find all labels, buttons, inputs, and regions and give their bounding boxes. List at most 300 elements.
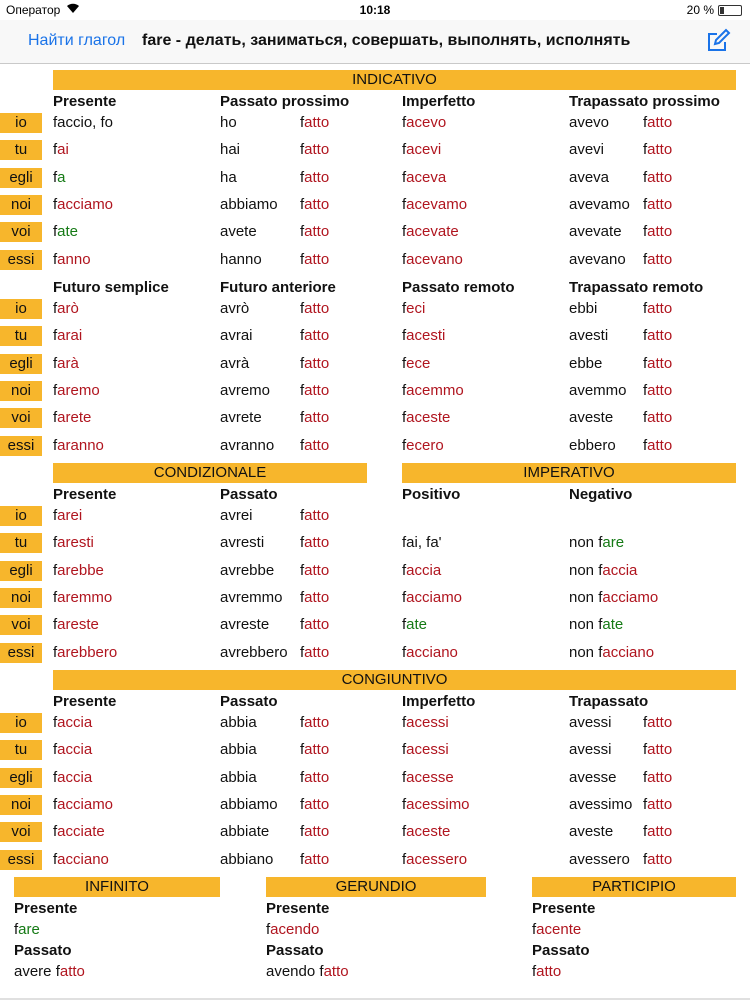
verb-form <box>402 196 467 213</box>
form-ending: atto <box>304 823 330 841</box>
form-stem: f <box>53 436 58 454</box>
form-stem: f <box>53 381 58 399</box>
aux-verb: avemmo <box>569 381 627 399</box>
verb-form <box>402 741 449 758</box>
verb-form <box>402 437 444 454</box>
aux-verb: avesse <box>569 768 617 786</box>
form-ending: atto <box>304 643 330 661</box>
form-ending: acciate <box>57 823 105 841</box>
tense-header: Presente <box>53 693 117 710</box>
past-participle <box>643 114 672 131</box>
pronoun-badge-essi: essi <box>0 436 42 456</box>
aux-verb: avevo <box>569 114 610 131</box>
past-participle <box>643 141 672 158</box>
aux-verb: avranno <box>220 436 275 454</box>
form-ending: atto <box>304 588 330 606</box>
imperative-negative-form <box>569 534 624 551</box>
form-ending: atto <box>304 114 330 131</box>
form-ending: acciamo <box>406 588 463 606</box>
form-stem: f <box>300 436 305 454</box>
verb-form <box>402 355 430 372</box>
form-stem: f <box>402 795 407 813</box>
pronoun-badge-essi: essi <box>0 643 42 663</box>
form-stem: f <box>300 741 305 759</box>
form-ending: ate <box>602 616 624 634</box>
past-participle <box>300 534 329 551</box>
form-ending: atto <box>304 168 330 186</box>
past-participle <box>643 223 672 240</box>
form-stem: f <box>53 643 58 661</box>
verb-form <box>53 196 113 213</box>
form-stem: f <box>300 250 305 268</box>
page-title: fare - делать, заниматься, совершать, выполнять, исполнять <box>142 32 631 49</box>
nav-bar <box>0 20 750 64</box>
aux-verb: avrei <box>220 507 253 524</box>
aux-verb: abbia <box>220 714 257 731</box>
verb-form <box>53 644 117 661</box>
form-stem: f <box>643 741 648 759</box>
aux-verb: abbia <box>220 741 257 759</box>
form-ending: atto <box>536 963 562 980</box>
verb-form <box>53 714 92 731</box>
form-ending: acessi <box>406 741 449 759</box>
pronoun-badge-egli: egli <box>0 768 42 788</box>
form-ending: atto <box>647 195 673 213</box>
aux-verb: ha <box>220 168 237 186</box>
section-band: GERUNDIO <box>266 877 486 897</box>
form-stem: f <box>53 714 58 731</box>
form-stem: f <box>300 141 305 159</box>
form-stem: f <box>598 534 603 552</box>
form-stem: f <box>300 616 305 634</box>
form-stem: f <box>643 823 648 841</box>
aux-verb: avrai <box>220 327 253 345</box>
aux-verb: abbiate <box>220 823 270 841</box>
form-ending: atto <box>647 768 673 786</box>
form-stem: f <box>266 921 271 938</box>
form-ending: accia <box>406 561 442 579</box>
aux-verb: avrebbe <box>220 561 275 579</box>
form-ending: atto <box>647 741 673 759</box>
verb-form <box>402 114 446 131</box>
past-participle <box>300 562 329 579</box>
form-ending: acessi <box>406 714 449 731</box>
past-participle <box>643 796 672 813</box>
verb-form <box>53 409 91 426</box>
form-ending: atto <box>304 436 330 454</box>
form-ending: acciamo <box>57 195 114 213</box>
form-ending: acemmo <box>406 381 464 399</box>
form-stem: f <box>643 223 648 241</box>
form-ending: atto <box>304 534 330 552</box>
form-prefix: non <box>569 588 599 606</box>
pronoun-badge-essi: essi <box>0 250 42 270</box>
form-ending: ai <box>57 141 69 159</box>
imperative-negative-form <box>569 562 637 579</box>
past-participle <box>300 507 329 524</box>
pronoun-badge-noi: noi <box>0 195 42 215</box>
past-participle <box>643 823 672 840</box>
past-participle <box>300 223 329 240</box>
imperative-form <box>402 534 442 551</box>
aux-verb: ebbi <box>569 300 598 317</box>
form-ending: aceste <box>406 823 451 841</box>
aux-verb: avreste <box>220 616 270 634</box>
form-stem: f <box>300 795 305 813</box>
section-band: INDICATIVO <box>53 70 736 90</box>
form-stem: f <box>53 534 58 552</box>
verb-form <box>402 382 464 399</box>
tense-header: Passato remoto <box>402 279 515 296</box>
form-ending: atto <box>304 195 330 213</box>
pronoun-badge-noi: noi <box>0 588 42 608</box>
form-stem: f <box>598 588 603 606</box>
form-ending: atto <box>647 354 673 372</box>
form-ending: atto <box>647 714 673 731</box>
form-ending: atto <box>304 409 330 427</box>
battery-percent: 20 % <box>686 3 714 17</box>
past-participle <box>300 169 329 186</box>
aux-verb: aveva <box>569 168 610 186</box>
past-participle <box>643 300 672 317</box>
past-participle <box>300 769 329 786</box>
form-stem: f <box>643 250 648 268</box>
verb-form <box>53 823 105 840</box>
form-stem: f <box>532 921 537 938</box>
form-ending: acendo <box>270 921 320 938</box>
form-stem: f <box>402 250 407 268</box>
aux-verb: abbiano <box>220 850 274 868</box>
form-ending: arebbe <box>57 561 104 579</box>
pronoun-badge-voi: voi <box>0 222 42 242</box>
form-stem: f <box>14 921 19 938</box>
verb-form <box>53 507 82 524</box>
pronoun-badge-tu: tu <box>0 326 42 346</box>
form-stem: f <box>300 300 305 317</box>
form-ending: acesse <box>406 768 454 786</box>
aux-verb: avremmo <box>220 588 283 606</box>
tense-header: Negativo <box>569 486 633 503</box>
past-participle <box>300 589 329 606</box>
verb-form <box>402 796 470 813</box>
form-ending: atto <box>647 114 673 131</box>
form-stem: f <box>53 823 58 841</box>
form-stem: f <box>598 643 603 661</box>
imperative-form <box>402 589 462 606</box>
form-stem: f <box>300 850 305 868</box>
verb-form <box>402 169 446 186</box>
form-stem: f <box>598 616 603 634</box>
compose-icon[interactable] <box>705 28 731 54</box>
form-stem: f <box>53 195 58 213</box>
past-participle <box>300 714 329 731</box>
aux-verb: hai <box>220 141 241 159</box>
form-stem: f <box>300 195 305 213</box>
form-ending: atto <box>304 381 330 399</box>
verb-form <box>402 714 449 731</box>
aux-verb: avete <box>220 223 257 241</box>
form-stem: f <box>300 714 305 731</box>
form-stem: f <box>402 714 407 731</box>
form-ending: acevo <box>406 114 447 131</box>
form-ending: acessimo <box>406 795 470 813</box>
form-stem: f <box>53 507 58 524</box>
form-stem: f <box>402 300 407 317</box>
form-ending: atto <box>323 963 349 980</box>
aux-verb: abbia <box>220 768 257 786</box>
form-stem: f <box>402 850 407 868</box>
form-stem: f <box>402 381 407 399</box>
section-band: PARTICIPIO <box>532 877 736 897</box>
form-ending: are <box>602 534 625 552</box>
aux-verb: avrete <box>220 409 262 427</box>
form-stem: f <box>300 327 305 345</box>
past-participle <box>300 251 329 268</box>
form-ending: atto <box>304 714 330 731</box>
form-stem: f <box>402 195 407 213</box>
form-stem: f <box>402 616 407 634</box>
verb-form <box>402 851 467 868</box>
form-ending: ece <box>406 354 431 372</box>
form-ending: acevate <box>406 223 459 241</box>
form-ending: atto <box>304 327 330 345</box>
form-ending: atto <box>647 168 673 186</box>
form-ending: aresti <box>57 534 94 552</box>
form-stem: f <box>402 327 407 345</box>
verb-form <box>402 300 425 317</box>
form-ending: accia <box>57 714 93 731</box>
form-ending: atto <box>647 327 673 345</box>
form-stem: f <box>402 768 407 786</box>
pronoun-badge-noi: noi <box>0 381 42 401</box>
form-stem: f <box>300 409 305 427</box>
form-ending: atto <box>304 561 330 579</box>
form-stem: f <box>300 534 305 552</box>
form-ending: atto <box>647 436 673 454</box>
form-stem: f <box>402 141 407 159</box>
verb-form <box>402 251 463 268</box>
form-ending: acciano <box>602 643 655 661</box>
form-stem: f <box>53 168 58 186</box>
form-ending: acciano <box>406 643 458 661</box>
form-ending: atto <box>304 354 330 372</box>
tense-header: Imperfetto <box>402 93 476 110</box>
participio-passato <box>532 963 561 980</box>
form-stem: f <box>300 823 305 841</box>
form-stem: f <box>300 507 305 524</box>
form-stem: f <box>643 436 648 454</box>
form-stem: f <box>300 381 305 399</box>
form-ending: arete <box>57 409 92 427</box>
pronoun-badge-voi: voi <box>0 822 42 842</box>
form-stem: f <box>300 168 305 186</box>
form-ending: atto <box>304 850 330 868</box>
verb-form <box>53 796 113 813</box>
aux-verb: avessimo <box>569 795 633 813</box>
form-stem: f <box>643 768 648 786</box>
past-participle <box>643 741 672 758</box>
pronoun-badge-egli: egli <box>0 168 42 188</box>
past-participle <box>643 714 672 731</box>
form-ending: acevano <box>406 250 463 268</box>
form-ending: atto <box>647 381 673 399</box>
form-ending: atto <box>647 850 673 868</box>
form-stem: f <box>53 409 58 427</box>
form-stem: f <box>300 114 305 131</box>
past-participle <box>643 196 672 213</box>
aux-verb: ebbero <box>569 436 616 454</box>
form-stem: f <box>402 643 407 661</box>
form-stem: f <box>53 354 58 372</box>
form-ending: acevi <box>406 141 442 159</box>
verb-form <box>53 300 79 317</box>
form-ending: anno <box>57 250 91 268</box>
form-text: fai, fa' <box>402 534 442 552</box>
form-stem: f <box>402 823 407 841</box>
verb-form <box>53 562 104 579</box>
form-stem: f <box>53 768 58 786</box>
tense-header: Imperfetto <box>402 693 476 710</box>
aux-verb: avesti <box>569 327 609 345</box>
imperative-form <box>402 644 458 661</box>
past-participle <box>300 851 329 868</box>
form-stem: f <box>300 561 305 579</box>
form-stem: f <box>532 963 537 980</box>
aux-verb: avessi <box>569 741 612 759</box>
pronoun-badge-io: io <box>0 113 42 133</box>
form-stem: f <box>402 223 407 241</box>
participio-presente <box>532 921 581 938</box>
tense-header: Presente <box>532 900 596 917</box>
form-prefix: non <box>569 616 599 634</box>
past-participle <box>300 644 329 661</box>
form-stem: f <box>53 588 58 606</box>
form-stem: f <box>300 643 305 661</box>
past-participle <box>643 409 672 426</box>
form-ending: atto <box>304 250 330 268</box>
form-stem: f <box>53 300 58 317</box>
form-stem: f <box>53 795 58 813</box>
form-stem: f <box>402 741 407 759</box>
verb-form <box>53 169 66 186</box>
pronoun-badge-io: io <box>0 506 42 526</box>
verb-form <box>402 409 450 426</box>
tense-header: Presente <box>14 900 78 917</box>
verb-form <box>402 823 450 840</box>
section-band: IMPERATIVO <box>402 463 736 483</box>
form-stem: f <box>643 114 648 131</box>
past-participle <box>300 355 329 372</box>
form-ending: atto <box>647 795 673 813</box>
form-stem: f <box>300 223 305 241</box>
form-prefix: non <box>569 561 599 579</box>
past-participle <box>300 114 329 131</box>
tense-header: Futuro anteriore <box>220 279 336 296</box>
verb-form <box>402 327 445 344</box>
tense-header: Passato <box>220 693 278 710</box>
form-stem: f <box>300 768 305 786</box>
form-stem: f <box>53 741 58 759</box>
form-ending: acciano <box>57 850 109 868</box>
form-stem: f <box>598 561 603 579</box>
past-participle <box>643 251 672 268</box>
past-participle <box>643 769 672 786</box>
form-stem: f <box>319 963 324 980</box>
form-stem: f <box>53 327 58 345</box>
status-bar <box>0 0 750 20</box>
form-ending: atto <box>304 300 330 317</box>
section-band: CONDIZIONALE <box>53 463 367 483</box>
tense-header: Passato <box>266 942 324 959</box>
aux-verb: abbiamo <box>220 795 278 813</box>
form-stem: f <box>53 141 58 159</box>
form-stem: f <box>643 354 648 372</box>
form-stem: f <box>53 250 58 268</box>
aux-verb: avremo <box>220 381 271 399</box>
tense-header: Futuro semplice <box>53 279 169 296</box>
form-ending: atto <box>647 223 673 241</box>
past-participle <box>300 327 329 344</box>
verb-form <box>53 251 91 268</box>
form-stem: f <box>53 561 58 579</box>
aux-verb: aveste <box>569 409 614 427</box>
tense-header: Presente <box>266 900 330 917</box>
aux-verb: avevate <box>569 223 622 241</box>
form-stem: f <box>643 381 648 399</box>
form-ending: atto <box>647 823 673 841</box>
form-stem: f <box>53 850 58 868</box>
aux-verb: abbiamo <box>220 195 278 213</box>
form-stem: f <box>53 223 58 241</box>
form-ending: arei <box>57 507 83 524</box>
tense-header: Passato <box>220 486 278 503</box>
tense-header: Passato <box>14 942 72 959</box>
form-stem: f <box>402 436 407 454</box>
pronoun-badge-io: io <box>0 713 42 733</box>
form-stem: f <box>643 195 648 213</box>
form-ending: arebbero <box>57 643 118 661</box>
aux-verb: ho <box>220 114 237 131</box>
verb-form <box>53 437 104 454</box>
aux-verb: avevi <box>569 141 605 159</box>
form-ending: ate <box>406 616 428 634</box>
aux-verb: avrebbero <box>220 643 288 661</box>
form-ending: atto <box>304 616 330 634</box>
form-stem: f <box>643 168 648 186</box>
past-participle <box>300 437 329 454</box>
form-ending: accia <box>57 741 93 759</box>
aux-verb: avrò <box>220 300 250 317</box>
find-verb-button[interactable]: Найти глагол <box>28 32 126 49</box>
form-ending: ecero <box>406 436 444 454</box>
form-ending: acente <box>536 921 582 938</box>
aux-verb: avessero <box>569 850 630 868</box>
form-ending: arà <box>57 354 79 372</box>
form-ending: atto <box>304 223 330 241</box>
form-ending: ate <box>57 223 79 241</box>
verb-form <box>53 355 79 372</box>
verb-form <box>402 769 454 786</box>
pronoun-badge-voi: voi <box>0 615 42 635</box>
form-prefix: avendo <box>266 963 320 980</box>
verb-form <box>53 114 113 131</box>
imperative-form <box>402 562 441 579</box>
past-participle <box>300 823 329 840</box>
form-stem: f <box>300 588 305 606</box>
aux-verb: aveste <box>569 823 614 841</box>
infinito-passato <box>14 963 85 980</box>
form-ending: accia <box>57 768 93 786</box>
